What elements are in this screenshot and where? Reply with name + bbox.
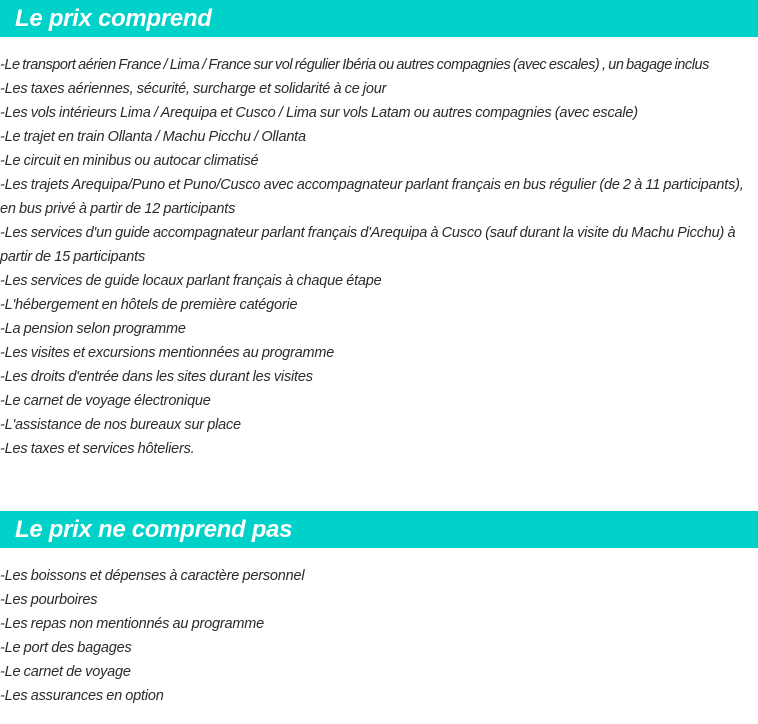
list-item: -Les visites et excursions mentionnées au programme <box>0 345 335 361</box>
list-item: -Les trajets Arequipa/Puno et Puno/Cusco avec accompagnateur parlant français en bus régulier (de 2 à 11 participants), en bus privé à partir de 12 participants <box>0 177 744 217</box>
list-item: -Les taxes et services hôteliers. <box>0 441 195 457</box>
list-item: -Les vols intérieurs Lima / Arequipa et Cusco / Lima sur vols Latam ou autres compagnies (avec escale) <box>0 105 638 121</box>
list-item: -Les services d'un guide accompagnateur parlant français d'Arequipa à Cusco (sauf durant la visite du Machu Picchu) à partir de 15 participants <box>0 225 736 265</box>
list-item: -Les assurances en option <box>0 688 164 704</box>
excluded-list <box>0 564 758 708</box>
list-item: -Les boissons et dépenses à caractère personnel <box>0 568 305 584</box>
list-item: -Les services de guide locaux parlant français à chaque étape <box>0 273 382 289</box>
list-item: -Les pourboires <box>0 592 98 608</box>
list-item: -Le circuit en minibus ou autocar climatisé <box>0 153 259 169</box>
list-item: -Le trajet en train Ollanta / Machu Picchu / Ollanta <box>0 129 306 145</box>
list-item: -Les droits d'entrée dans les sites durant les visites <box>0 369 313 385</box>
list-item: -L'assistance de nos bureaux sur place <box>0 417 241 433</box>
list-item: -Le carnet de voyage électronique <box>0 393 211 409</box>
section-title-excluded: Le prix ne comprend pas <box>0 511 758 548</box>
section-title-included: Le prix comprend <box>0 0 758 37</box>
list-item: -Le transport aérien France / Lima / France sur vol régulier Ibéria ou autres compagnies (avec escales) , un bagage inclus <box>0 57 709 73</box>
list-item: -Les taxes aériennes, sécurité, surcharge et solidarité à ce jour <box>0 81 387 97</box>
list-item: -Le port des bagages <box>0 640 132 656</box>
list-item: -La pension selon programme <box>0 321 186 337</box>
list-item: -Le carnet de voyage <box>0 664 131 680</box>
list-item: -Les repas non mentionnés au programme <box>0 616 264 632</box>
list-item: -L'hébergement en hôtels de première catégorie <box>0 297 298 313</box>
included-list <box>0 53 758 461</box>
